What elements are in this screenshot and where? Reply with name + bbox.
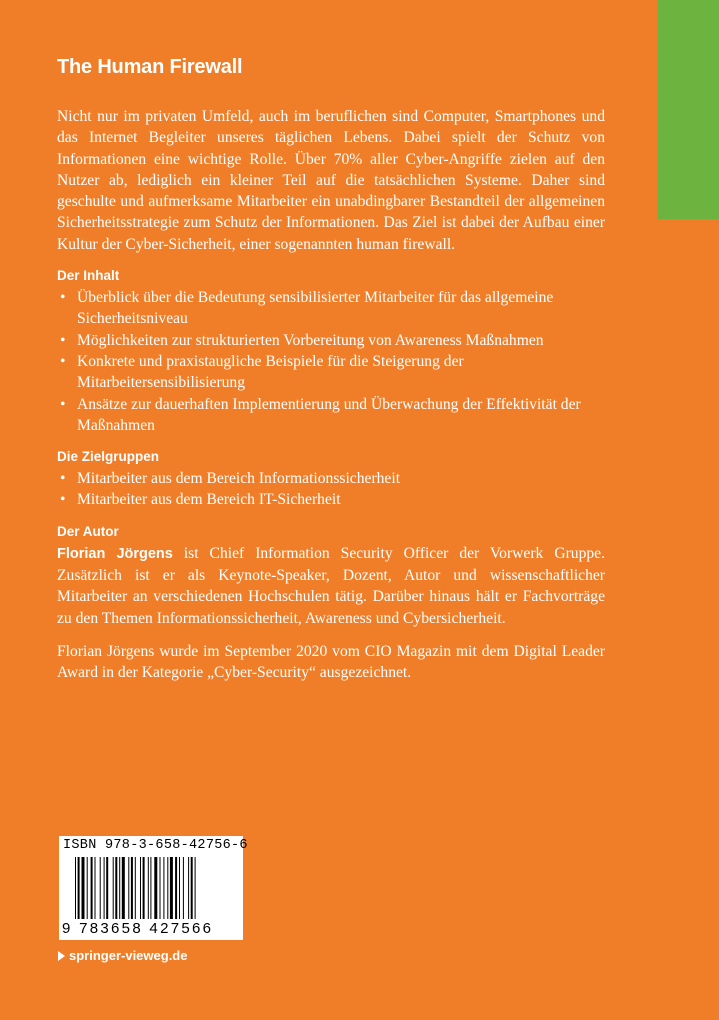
publisher-label: springer-vieweg.de: [69, 948, 188, 963]
bullet-icon: •: [60, 289, 66, 307]
book-title: The Human Firewall: [57, 56, 243, 78]
arrow-right-icon: [58, 951, 65, 961]
list-item: • Mitarbeiter aus dem Bereich Informationssicherheit: [57, 468, 605, 489]
list-item: • Überblick über die Bedeutung sensibilisierter Mitarbeiter für das allgemeine Sicherheitsniveau: [60, 289, 554, 328]
green-accent-tab: [658, 0, 719, 219]
autor-heading: Der Autor: [57, 523, 119, 539]
inhalt-list: [57, 287, 605, 436]
barcode-digits: 9 783658 427566: [62, 920, 214, 937]
author-name: Florian Jörgens: [57, 545, 173, 562]
zielgruppen-heading: Die Zielgruppen: [57, 449, 160, 465]
author-paragraph: [57, 543, 605, 629]
bullet-icon: •: [60, 331, 66, 349]
bullet-icon: •: [60, 491, 66, 509]
inhalt-heading: Der Inhalt: [57, 268, 120, 284]
isbn-label: ISBN 978-3-658-42756-6: [63, 838, 248, 853]
list-item: • Möglichkeiten zur strukturierten Vorbereitung von Awareness Maßnahmen: [57, 330, 605, 351]
award-paragraph: Florian Jörgens wurde im September 2020 vom CIO Magazin mit dem Digital Leader Award in der Kategorie „Cyber-Security“ ausgezeichnet.: [57, 642, 605, 682]
isbn-barcode: [59, 836, 248, 940]
list-item: • Ansätze zur dauerhaften Implementierung und Überwachung der Effektivität der Maßnahmen: [60, 395, 581, 434]
barcode-bars: [75, 857, 235, 919]
back-cover-text: [57, 106, 605, 684]
publisher-link[interactable]: [58, 948, 187, 963]
bullet-icon: •: [60, 352, 66, 370]
list-item: • Mitarbeiter aus dem Bereich IT-Sicherheit: [57, 489, 605, 510]
intro-paragraph: Nicht nur im privaten Umfeld, auch im beruflichen sind Computer, Smartphones und das Internet Begleiter unseres täglichen Lebens. Dabei spielt der Schutz von Informationen eine wichtige Rolle. Über 70% aller Cyber-Angriffe zielen auf den Nutzer ab, lediglich ein kleiner Teil auf die tatsächlichen Systeme. Daher sind geschulte und aufmerksame Mitarbeiter ein unabdingbarer Bestandteil der allgemeinen Sicherheitsstrategie zum Schutz der Informationen. Das Ziel ist dabei der Aufbau einer Kultur der Cyber-Sicherheit, einer sogenannten human firewall.: [57, 108, 605, 253]
list-item: • Konkrete und praxistaugliche Beispiele für die Steigerung der Mitarbeitersensibilisierung: [60, 352, 464, 392]
bullet-icon: •: [60, 470, 66, 488]
zielgruppen-list: [57, 468, 605, 511]
bullet-icon: •: [60, 395, 66, 413]
author-bio: ist Chief Information Security Officer der Vorwerk Gruppe. Zusätzlich ist er als Keynote-Speaker, Dozent, Autor und wissenschaftlicher Mitarbeiter an verschiedenen Hochschulen tätig. Darüber hinaus hält er Fachvorträge zu den Themen Informationssicherheit, Awareness und Cybersicherheit.: [57, 544, 605, 627]
